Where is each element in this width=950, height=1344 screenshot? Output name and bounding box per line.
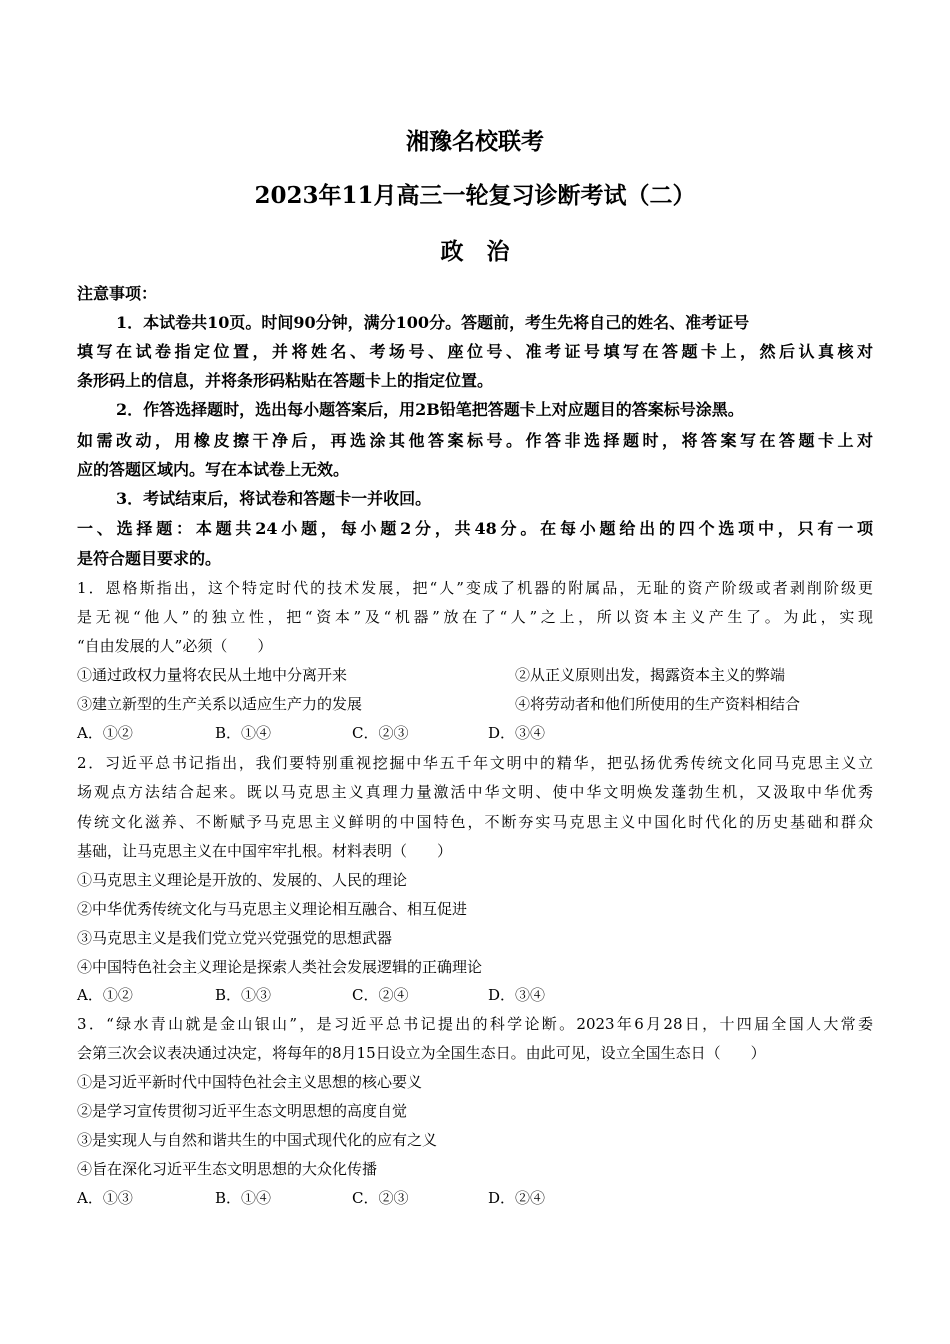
q2-choice-a: A．①② — [77, 986, 133, 1004]
q1-item: ②从正义原则出发，揭露资本主义的弊端 — [515, 666, 786, 684]
q2-choice-b: B．①③ — [215, 986, 272, 1004]
q1-item: ①通过政权力量将农民从土地中分离开来 — [77, 666, 348, 684]
notice-line: 填写在试卷指定位置，并将姓名、考场号、座位号、准考证号填写在答题卡上，然后认真核对 — [77, 342, 873, 361]
section-heading-cont: 是符合题目要求的。 — [77, 549, 222, 568]
q2-stem-line: 基础，让马克思主义在中国牢牢扎根。材料表明（ ） — [77, 842, 453, 860]
notice-line: 如需改动，用橡皮擦干净后，再选涂其他答案标号。作答非选择题时，将答案写在答题卡上对 — [77, 431, 873, 450]
q3-choice-c: C．②③ — [352, 1189, 409, 1207]
q3-stem-line: 3．“绿水青山就是金山银山”，是习近平总书记提出的科学论断。2023年6月28日，十四届全国人大常委 — [77, 1015, 873, 1033]
subject-title: 政 治 — [440, 238, 510, 265]
q2-choice-c: C．②④ — [352, 986, 409, 1004]
q3-choice-b: B．①④ — [215, 1189, 272, 1207]
q2-stem-line: 场观点方法结合起来。既以马克思主义真理力量激活中华文明、使中华文明焕发蓬勃生机，又汲取中华优秀 — [77, 783, 873, 801]
notice-line: 应的答题区域内。写在本试卷上无效。 — [77, 460, 350, 479]
q1-stem-line: “自由发展的人”必须（ ） — [77, 637, 273, 655]
notice-heading: 注意事项： — [77, 284, 158, 303]
exam-title: 2023年11月高三一轮复习诊断考试（二） — [254, 182, 696, 209]
q1-stem-line: 1．恩格斯指出，这个特定时代的技术发展，把“人”变成了机器的附属品，无耻的资产阶级或者剥削阶级更 — [77, 579, 873, 597]
q1-choice-c: C．②③ — [352, 724, 409, 742]
q3-item: ②是学习宣传贯彻习近平生态文明思想的高度自觉 — [77, 1102, 408, 1120]
q3-choice-d: D．②④ — [488, 1189, 546, 1207]
q3-item: ④旨在深化习近平生态文明思想的大众化传播 — [77, 1160, 378, 1178]
notice-line: 1．本试卷共10页。时间90分钟，满分100分。答题前，考生先将自己的姓名、准考证号 — [116, 313, 750, 332]
q1-item: ③建立新型的生产关系以适应生产力的发展 — [77, 695, 363, 713]
q1-item: ④将劳动者和他们所使用的生产资料相结合 — [515, 695, 801, 713]
notice-line: 3．考试结束后，将试卷和答题卡一并收回。 — [116, 489, 432, 508]
q2-item: ③马克思主义是我们党立党兴党强党的思想武器 — [77, 929, 393, 947]
q1-choice-b: B．①④ — [215, 724, 272, 742]
q3-stem-line: 会第三次会议表决通过决定，将每年的8月15日设立为全国生态日。由此可见，设立全国生态日（ ） — [77, 1044, 766, 1062]
q2-choice-d: D．③④ — [488, 986, 546, 1004]
q2-item: ④中国特色社会主义理论是探索人类社会发展逻辑的正确理论 — [77, 958, 483, 976]
q2-stem-line: 传统文化滋养、不断赋予马克思主义鲜明的中国特色，不断夯实马克思主义中国化时代化的历史基础和群众 — [77, 813, 873, 831]
q2-stem-line: 2．习近平总书记指出，我们要特别重视挖掘中华五千年文明中的精华，把弘扬优秀传统文化同马克思主义立 — [77, 754, 873, 772]
notice-line: 2．作答选择题时，选出每小题答案后，用2B铅笔把答题卡上对应题目的答案标号涂黑。 — [116, 400, 744, 419]
q1-stem-line: 是无视“他人”的独立性，把“资本”及“机器”放在了“人”之上，所以资本主义产生了。为此，实现 — [77, 608, 873, 626]
q3-choice-a: A．①③ — [77, 1189, 133, 1207]
q1-choice-a: A．①② — [77, 724, 133, 742]
q1-choice-d: D．③④ — [488, 724, 546, 742]
q3-item: ①是习近平新时代中国特色社会主义思想的核心要义 — [77, 1073, 423, 1091]
q3-item: ③是实现人与自然和谐共生的中国式现代化的应有之义 — [77, 1131, 438, 1149]
q2-item: ①马克思主义理论是开放的、发展的、人民的理论 — [77, 871, 408, 889]
q2-item: ②中华优秀传统文化与马克思主义理论相互融合、相互促进 — [77, 900, 468, 918]
notice-line: 条形码上的信息，并将条形码粘贴在答题卡上的指定位置。 — [77, 371, 494, 390]
exam-union-title: 湘豫名校联考 — [406, 128, 544, 155]
section-heading: 一、选择题：本题共24小题，每小题2分，共48分。在每小题给出的四个选项中，只有一项 — [77, 519, 873, 538]
